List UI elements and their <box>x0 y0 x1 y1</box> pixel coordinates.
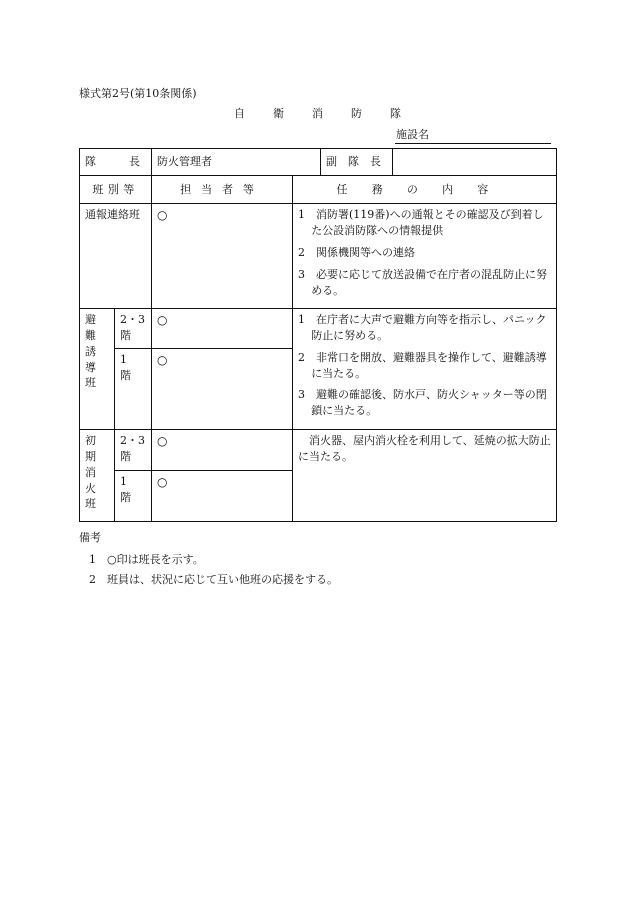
group-name-cell <box>80 204 152 309</box>
title-char: 衛 <box>273 107 284 120</box>
duties-cell <box>293 429 557 521</box>
duty-item: 2 関係機関等への連絡 <box>298 245 415 259</box>
document-title <box>234 106 429 122</box>
floor-cell <box>115 470 152 521</box>
floor-label: 2・3階 <box>120 433 145 463</box>
person-cell[interactable] <box>152 308 293 348</box>
duty-item: 3 必要に応じて放送設備で在庁者の混乱防止に努める。 <box>298 267 547 297</box>
facility-label: 施設名 <box>396 128 429 141</box>
header-duties: 任務の内容 <box>293 176 557 204</box>
duty-item: 1 在庁者に大声で避難方向等を指示し、パニック防止に努める。 <box>298 312 547 342</box>
person-cell[interactable] <box>152 204 293 309</box>
duty-item: 3 避難の確認後、防水戸、防火シャッター等の閉鎖に当たる。 <box>298 388 547 418</box>
note-item: 2 班員は、状況に応じて互い他班の応援をする。 <box>89 572 338 586</box>
leader-label-cell <box>80 149 152 176</box>
group-name-cell <box>80 429 115 521</box>
duty-item: 2 非常口を開放、避難器具を操作して、避難誘導に当たる。 <box>298 350 547 380</box>
floor-label: 1 階 <box>120 352 138 382</box>
leader-value-cell[interactable] <box>152 149 321 176</box>
group-name: 通報連絡班 <box>85 208 140 221</box>
group-name: 初期消火班 <box>85 433 100 511</box>
organization-table <box>79 148 557 522</box>
note-item: 1 ○印は班長を示す。 <box>89 552 204 566</box>
facility-name-field[interactable] <box>395 127 551 144</box>
person-cell[interactable] <box>152 348 293 429</box>
title-char: 消 <box>312 107 323 120</box>
duty-item: 1 消防署(119番)への通報とその確認及び到着した公設消防隊への情報提供 <box>298 208 544 237</box>
leader-label: 隊 長 <box>85 155 140 169</box>
leader-mark: ○ <box>157 352 168 367</box>
leader-mark: ○ <box>157 208 168 222</box>
floor-cell <box>115 348 152 429</box>
deputy-label: 副 隊 長 <box>326 155 381 169</box>
floor-label: 1 階 <box>120 474 138 504</box>
title-char: 隊 <box>390 107 401 120</box>
deputy-label-cell <box>321 149 393 176</box>
title-char: 自 <box>234 107 245 120</box>
person-cell[interactable] <box>152 470 293 521</box>
floor-cell <box>115 429 152 470</box>
floor-label: 2・3階 <box>120 312 145 342</box>
form-number: 様式第2号(第10条関係) <box>79 87 197 100</box>
floor-cell <box>115 308 152 348</box>
group-name: 避難誘導班 <box>85 312 100 390</box>
leader-mark: ○ <box>157 474 168 489</box>
duties-cell <box>293 308 557 429</box>
notes-title: 備考 <box>79 531 101 544</box>
group-name-cell <box>80 308 115 429</box>
notes-section <box>79 530 338 592</box>
leader-mark: ○ <box>157 312 168 327</box>
header-person: 担当者等 <box>152 176 293 204</box>
leader-value: 防火管理者 <box>157 155 212 169</box>
duty-item: 消火器、屋内消火栓を利用して、延焼の拡大防止に当たる。 <box>298 433 551 463</box>
duties-cell <box>293 204 557 309</box>
deputy-value-cell[interactable] <box>393 149 557 176</box>
header-group: 班別等 <box>80 176 152 204</box>
title-char: 防 <box>351 107 362 120</box>
leader-mark: ○ <box>157 433 168 448</box>
person-cell[interactable] <box>152 429 293 470</box>
